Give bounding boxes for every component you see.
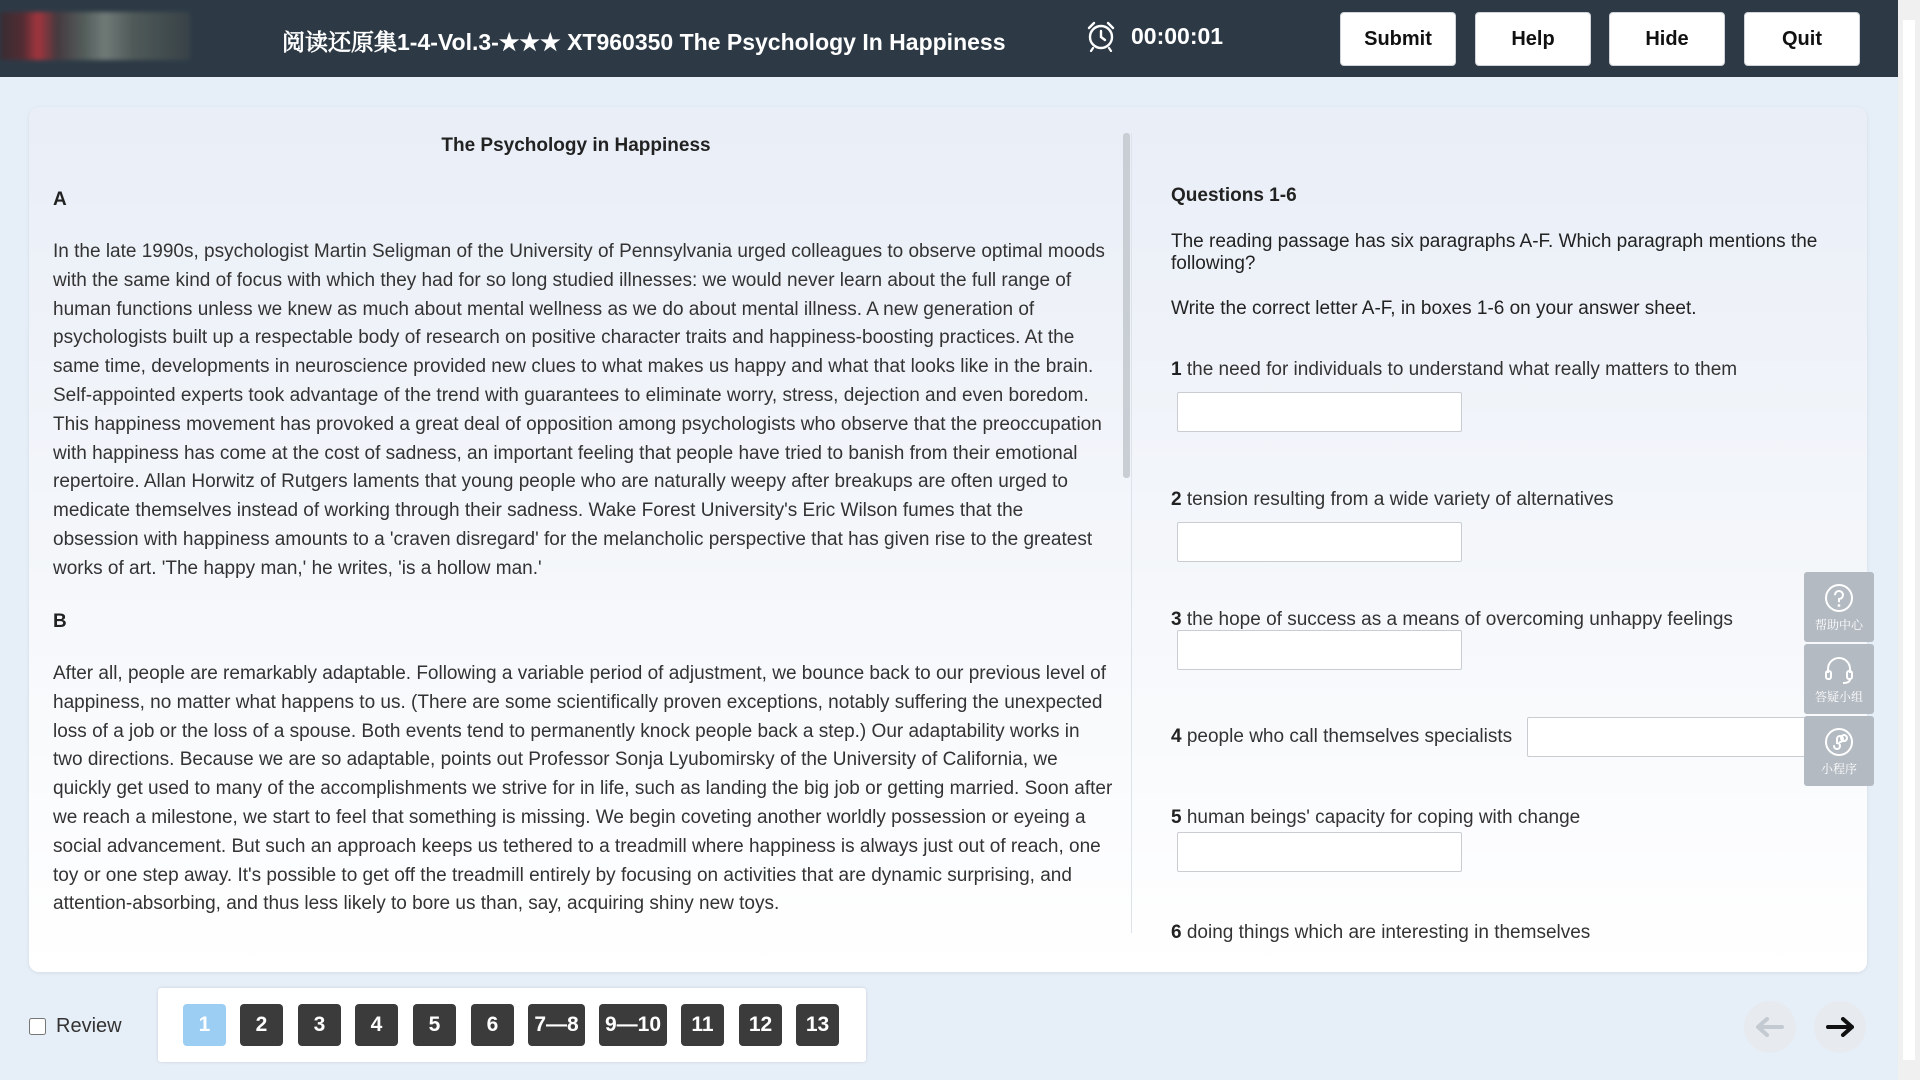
question-number: 1 (1171, 359, 1182, 380)
answer-input-1[interactable] (1177, 392, 1462, 432)
review-checkbox[interactable] (29, 1018, 46, 1035)
mini-program-widget[interactable] (1804, 716, 1874, 786)
review-label: Review (56, 1015, 122, 1037)
paragraph-label-b: B (53, 611, 67, 632)
arrow-left-icon (1756, 1017, 1784, 1037)
question-number: 3 (1171, 609, 1182, 630)
question-1 (1171, 359, 1737, 381)
hide-button[interactable]: Hide (1609, 12, 1725, 66)
question-number: 2 (1171, 489, 1182, 510)
test-title: 阅读还原集1-4-Vol.3-★★★ XT960350 The Psychology In Happiness (282, 29, 1006, 55)
previous-button[interactable] (1744, 1001, 1796, 1053)
qa-group-widget[interactable] (1804, 644, 1874, 714)
question-5 (1171, 807, 1580, 829)
submit-button[interactable]: Submit (1340, 12, 1456, 66)
answer-input-2[interactable] (1177, 522, 1462, 562)
headset-icon (1823, 654, 1855, 686)
question-nav-button[interactable]: 6 (471, 1004, 514, 1046)
alarm-clock-icon (1085, 20, 1117, 52)
question-text: doing things which are interesting in themselves (1186, 922, 1591, 943)
page-scrollbar[interactable] (1898, 0, 1920, 1080)
answer-input-3[interactable] (1177, 630, 1462, 670)
question-nav-button[interactable]: 9—10 (599, 1004, 667, 1046)
passage-pane[interactable] (29, 107, 1125, 927)
next-button[interactable] (1814, 1001, 1866, 1053)
timer-area (1085, 20, 1223, 52)
questions-instruction-answer: Write the correct letter A-F, in boxes 1-6 on your answer sheet. (1171, 298, 1697, 319)
question-nav-button[interactable]: 13 (796, 1004, 839, 1046)
widget-label: 答疑小组 (1814, 690, 1863, 704)
question-nav-button[interactable]: 11 (681, 1004, 724, 1046)
passage-scrollbar[interactable] (1123, 133, 1130, 478)
arrow-right-icon (1826, 1017, 1854, 1037)
paragraph-a: In the late 1990s, psychologist Martin Seligman of the University of Pennsylvania urged colleagues to observe optimal moods with the same kind of focus with which they had for so long studied illnesses: we would never learn about the full range of human functions unless we knew as much about mental wellness as we do about mental illness. A new generation of psychologists built up a respectable body of research on positive character traits and happiness-boosting practices. At the same time, developments in neuroscience provided new clues to what makes us happy and what that looks like in the brain. Self-appointed experts took advantage of the trend with guarantees to eliminate worry, stress, dejection and even boredom. This happiness movement has provoked a great deal of opposition among psychologists who observe that the preoccupation with happiness has come at the cost of sadness, an important feeling that people have tried to banish from their emotional repertoire. Allan Horwitz of Rutgers laments that young people who are naturally weepy after breakups are often urged to medicate themselves instead of working through their sadness. Wake Forest University's Eric Wilson fumes that the obsession with happiness amounts to a 'craven disregard' for the melancholic perspective that has given rise to the greatest works of art. 'The happy man,' he writes, 'is a hollow man.' (53, 241, 1105, 579)
help-center-widget[interactable] (1804, 572, 1874, 642)
question-number: 4 (1171, 726, 1182, 747)
question-text: people who call themselves specialists (1186, 726, 1513, 747)
question-text: the need for individuals to understand what really matters to them (1186, 359, 1738, 380)
question-number: 6 (1171, 922, 1182, 943)
question-text: the hope of success as a means of overcoming unhappy feelings (1186, 609, 1733, 630)
paragraph-label-a: A (53, 189, 67, 210)
question-3 (1171, 609, 1733, 631)
questions-instruction: The reading passage has six paragraphs A-F. Which paragraph mentions the following? (1171, 231, 1818, 274)
question-6 (1171, 922, 1590, 944)
paragraph-b: After all, people are remarkably adaptable. Following a variable period of adjustment, we bounce back to our previous level of happiness, no matter what happens to us. (There are some scientifically proven exceptions, notably suffering the unexpected loss of a job or the loss of a spouse. Both events tend to permanently knock people back a step.) Our adaptability works in two directions. Because we are so adaptable, points out Professor Sonja Lyubomirsky of the University of California, we quickly get used to many of the accomplishments we strive for in life, such as landing the big job or getting married. Soon after we reach a milestone, we start to feel that something is missing. We begin coveting another worldly possession or eyeing a social advancement. But such an approach keeps us tethered to a treadmill where happiness is always just out of reach, one toy or one step away. It's possible to get off the treadmill entirely by focusing on activities that are dynamic surprising, and attention-absorbing, and thus less likely to bore us than, say, acquiring shiny new toys. (53, 663, 1113, 915)
question-nav-button[interactable]: 7—8 (528, 1004, 585, 1046)
question-nav-button[interactable]: 3 (298, 1004, 341, 1046)
mini-program-icon (1823, 726, 1855, 758)
pane-divider (1131, 133, 1132, 933)
question-nav-button[interactable]: 12 (739, 1004, 782, 1046)
widget-label: 帮助中心 (1814, 618, 1863, 632)
quit-button[interactable]: Quit (1744, 12, 1860, 66)
question-2 (1171, 489, 1614, 511)
answer-input-5[interactable] (1177, 832, 1462, 872)
question-nav-button[interactable]: 4 (355, 1004, 398, 1046)
answer-input-4[interactable] (1527, 717, 1812, 757)
brand-logo (0, 12, 190, 60)
question-circle-icon (1823, 582, 1855, 614)
timer-display: 00:00:01 (1131, 22, 1224, 49)
top-bar (0, 0, 1898, 77)
questions-heading: Questions 1-6 (1171, 185, 1297, 206)
page-scrollbar-thumb[interactable] (1903, 20, 1915, 1060)
passage-title: The Psychology in Happiness (441, 135, 711, 156)
widget-label: 小程序 (1820, 762, 1857, 776)
question-number: 5 (1171, 807, 1182, 828)
question-nav-button-active[interactable]: 1 (183, 1004, 226, 1046)
question-text: tension resulting from a wide variety of alternatives (1186, 489, 1614, 510)
question-nav-button[interactable]: 2 (240, 1004, 283, 1046)
review-toggle[interactable] (29, 1015, 122, 1038)
help-button[interactable]: Help (1475, 12, 1591, 66)
question-4 (1171, 726, 1512, 748)
question-nav-button[interactable]: 5 (413, 1004, 456, 1046)
question-text: human beings' capacity for coping with change (1186, 807, 1581, 828)
